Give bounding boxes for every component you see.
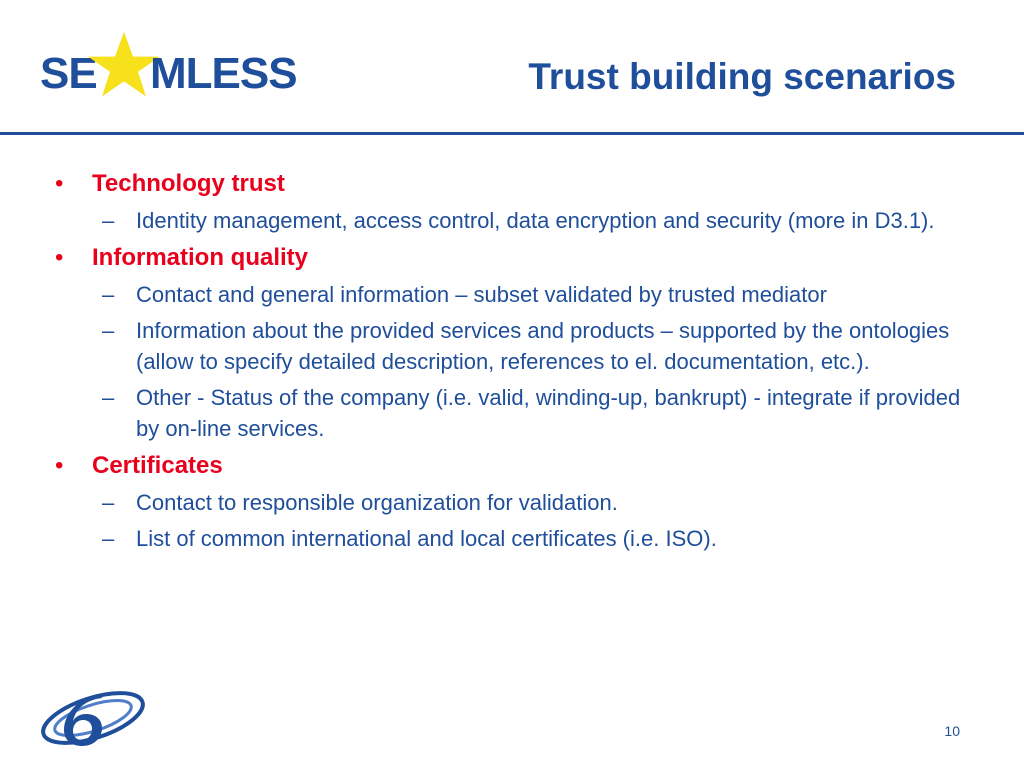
fp6-logo-icon	[38, 688, 148, 748]
bullet-certificates	[0, 450, 1024, 482]
sub-bullet	[0, 205, 976, 236]
sub-bullet	[0, 382, 976, 444]
dash-icon: –	[102, 318, 115, 343]
section-heading: Information quality	[92, 244, 308, 271]
sub-bullet	[0, 523, 976, 554]
sub-bullet	[0, 487, 976, 518]
dash-icon: –	[102, 490, 115, 515]
bullet-information-quality	[0, 242, 1024, 274]
bullet-icon: •	[55, 170, 64, 197]
dash-icon: –	[102, 526, 115, 551]
svg-text:SE: SE	[40, 49, 97, 98]
sub-bullet-text: Information about the provided services and products – supported by the ontologies (allow to specify detailed description, references to el. documentation, etc.).	[136, 318, 950, 374]
dash-icon: –	[102, 385, 115, 410]
page-number: 10	[944, 723, 960, 739]
bullet-icon: •	[55, 244, 64, 271]
sub-bullet	[0, 315, 976, 377]
seamless-logo	[40, 34, 297, 100]
dash-icon: –	[102, 208, 115, 233]
bullet-icon: •	[55, 452, 64, 479]
dash-icon: –	[102, 282, 115, 307]
sub-bullet-text: Contact and general information – subset validated by trusted mediator	[136, 282, 827, 307]
section-heading: Technology trust	[92, 170, 285, 197]
bullet-technology-trust	[0, 168, 1024, 200]
slide-title: Trust building scenarios	[528, 56, 956, 97]
logo-text-end: MLESS	[150, 49, 297, 98]
sub-bullet-text: Other - Status of the company (i.e. valid, winding-up, bankrupt) - integrate if provided by on-line services.	[136, 385, 961, 441]
sub-bullet-text: Contact to responsible organization for validation.	[136, 490, 618, 515]
section-heading: Certificates	[92, 452, 223, 479]
sub-bullet	[0, 279, 976, 310]
slide-content	[0, 168, 1024, 554]
title-divider	[0, 132, 1024, 135]
sub-bullet-text: Identity management, access control, data encryption and security (more in D3.1).	[136, 208, 935, 233]
sub-bullet-text: List of common international and local certificates (i.e. ISO).	[136, 526, 717, 551]
